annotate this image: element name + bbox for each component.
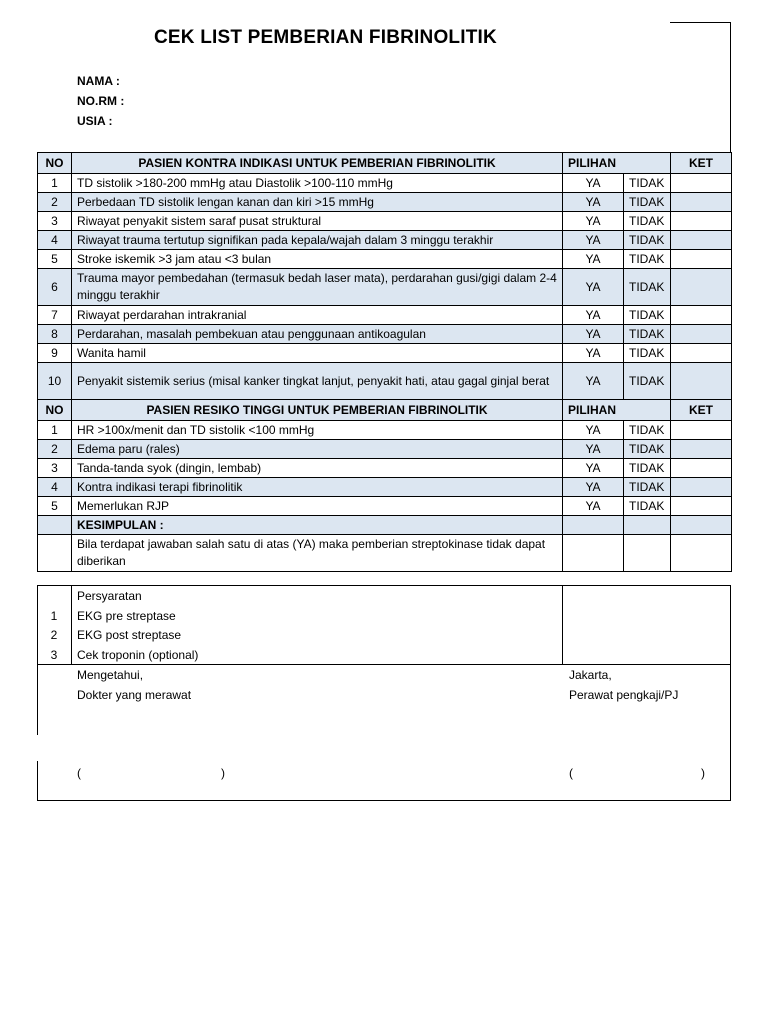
kesimpulan-row xyxy=(38,516,732,535)
option-tidak[interactable]: TIDAK xyxy=(624,421,671,440)
row-description: Edema paru (rales) xyxy=(72,440,563,459)
city-date-label: Jakarta, xyxy=(569,668,612,682)
ket-cell[interactable] xyxy=(671,440,732,459)
persyaratan-title: Persyaratan xyxy=(77,589,142,603)
kesimpulan-text-pilihan-cell-2 xyxy=(624,535,671,572)
table-row xyxy=(38,231,732,250)
nurse-label: Perawat pengkaji/PJ xyxy=(569,688,679,702)
signature-box-left-border xyxy=(37,665,38,800)
option-tidak[interactable]: TIDAK xyxy=(624,193,671,212)
section1-header-pilihan: PILIHAN xyxy=(563,153,671,174)
option-tidak[interactable]: TIDAK xyxy=(624,478,671,497)
patient-age-label: USIA : xyxy=(77,114,113,128)
table-row xyxy=(38,440,732,459)
row-number: 10 xyxy=(38,363,72,400)
medical-record-number-label: NO.RM : xyxy=(77,94,125,108)
option-ya[interactable]: YA xyxy=(563,193,624,212)
row-description: Memerlukan RJP xyxy=(72,497,563,516)
ket-cell[interactable] xyxy=(671,325,732,344)
section1-header-title: PASIEN KONTRA INDIKASI UNTUK PEMBERIAN FIBRINOLITIK xyxy=(72,153,563,174)
table-row xyxy=(38,478,732,497)
kesimpulan-no-cell xyxy=(38,516,72,535)
row-number: 8 xyxy=(38,325,72,344)
option-ya[interactable]: YA xyxy=(563,212,624,231)
option-ya[interactable]: YA xyxy=(563,497,624,516)
option-ya[interactable]: YA xyxy=(563,174,624,193)
option-tidak[interactable]: TIDAK xyxy=(624,363,671,400)
section2-header-pilihan: PILIHAN xyxy=(563,400,671,421)
ket-cell[interactable] xyxy=(671,250,732,269)
row-number: 2 xyxy=(38,193,72,212)
signature-box-bottom-border xyxy=(37,800,731,801)
row-number: 5 xyxy=(38,497,72,516)
row-number: 6 xyxy=(38,269,72,306)
row-description: Perbedaan TD sistolik lengan kanan dan kiri >15 mmHg xyxy=(72,193,563,212)
row-number: 2 xyxy=(38,440,72,459)
row-description: Stroke iskemik >3 jam atau <3 bulan xyxy=(72,250,563,269)
row-description: Tanda-tanda syok (dingin, lembab) xyxy=(72,459,563,478)
row-number: 1 xyxy=(38,174,72,193)
option-ya[interactable]: YA xyxy=(563,344,624,363)
kesimpulan-text-pilihan-cell xyxy=(563,535,624,572)
section2-header-no: NO xyxy=(38,400,72,421)
ket-cell[interactable] xyxy=(671,306,732,325)
kesimpulan-text-row xyxy=(38,535,732,572)
row-number: 1 xyxy=(38,421,72,440)
persyaratan-item-number: 2 xyxy=(50,628,58,642)
table-row xyxy=(38,212,732,231)
doctor-label: Dokter yang merawat xyxy=(77,688,192,702)
ket-cell[interactable] xyxy=(671,363,732,400)
table-row xyxy=(38,344,732,363)
ket-cell[interactable] xyxy=(671,174,732,193)
option-tidak[interactable]: TIDAK xyxy=(624,306,671,325)
section1-header-no: NO xyxy=(38,153,72,174)
persyaratan-item-number: 1 xyxy=(50,609,58,623)
table-row xyxy=(38,193,732,212)
kesimpulan-pilihan-cell xyxy=(563,516,624,535)
persyaratan-item: EKG pre streptase xyxy=(77,609,176,623)
row-description: TD sistolik >180-200 mmHg atau Diastolik >100-110 mmHg xyxy=(72,174,563,193)
row-number: 3 xyxy=(38,212,72,231)
row-description: HR >100x/menit dan TD sistolik <100 mmHg xyxy=(72,421,563,440)
option-ya[interactable]: YA xyxy=(563,440,624,459)
section1-header-ket: KET xyxy=(671,153,732,174)
ket-cell[interactable] xyxy=(671,421,732,440)
option-ya[interactable]: YA xyxy=(563,269,624,306)
table-row xyxy=(38,269,732,306)
kesimpulan-pilihan-cell-2 xyxy=(624,516,671,535)
row-number: 3 xyxy=(38,459,72,478)
table-row xyxy=(38,421,732,440)
row-number: 5 xyxy=(38,250,72,269)
page-corner-right-line xyxy=(730,22,731,152)
kesimpulan-text-ket-cell xyxy=(671,535,732,572)
option-tidak[interactable]: TIDAK xyxy=(624,174,671,193)
option-tidak[interactable]: TIDAK xyxy=(624,497,671,516)
doctor-signature-open-paren: ( xyxy=(77,766,81,780)
kesimpulan-label: KESIMPULAN : xyxy=(72,516,563,535)
table-row xyxy=(38,250,732,269)
ket-cell[interactable] xyxy=(671,459,732,478)
ket-cell[interactable] xyxy=(671,212,732,231)
signature-box-gap xyxy=(36,735,39,761)
option-ya[interactable]: YA xyxy=(563,478,624,497)
ket-cell[interactable] xyxy=(671,497,732,516)
ket-cell[interactable] xyxy=(671,231,732,250)
row-description: Riwayat trauma tertutup signifikan pada kepala/wajah dalam 3 minggu terakhir xyxy=(72,231,563,250)
ket-cell[interactable] xyxy=(671,269,732,306)
patient-name-label: NAMA : xyxy=(77,74,120,88)
persyaratan-item: Cek troponin (optional) xyxy=(77,648,199,662)
table-row xyxy=(38,306,732,325)
section1-header-row xyxy=(38,153,732,174)
row-number: 9 xyxy=(38,344,72,363)
option-ya[interactable]: YA xyxy=(563,325,624,344)
persyaratan-divider-right xyxy=(562,585,563,665)
table-row xyxy=(38,174,732,193)
mengetahui-label: Mengetahui, xyxy=(77,668,144,682)
checklist-table-body xyxy=(38,153,732,572)
row-number: 4 xyxy=(38,231,72,250)
row-description: Riwayat penyakit sistem saraf pusat struktural xyxy=(72,212,563,231)
row-description: Perdarahan, masalah pembekuan atau penggunaan antikoagulan xyxy=(72,325,563,344)
document-title: CEK LIST PEMBERIAN FIBRINOLITIK xyxy=(154,27,497,48)
page-corner-top-line xyxy=(670,22,731,23)
row-description: Kontra indikasi terapi fibrinolitik xyxy=(72,478,563,497)
table-row xyxy=(38,459,732,478)
row-description: Penyakit sistemik serius (misal kanker tingkat lanjut, penyakit hati, atau gagal ginjal berat xyxy=(72,363,563,400)
option-tidak[interactable]: TIDAK xyxy=(624,440,671,459)
persyaratan-item-number: 3 xyxy=(50,648,58,662)
option-tidak[interactable]: TIDAK xyxy=(624,231,671,250)
option-tidak[interactable]: TIDAK xyxy=(624,459,671,478)
option-tidak[interactable]: TIDAK xyxy=(624,250,671,269)
section2-header-title: PASIEN RESIKO TINGGI UNTUK PEMBERIAN FIBRINOLITIK xyxy=(72,400,563,421)
option-tidak[interactable]: TIDAK xyxy=(624,212,671,231)
ket-cell[interactable] xyxy=(671,344,732,363)
row-number: 7 xyxy=(38,306,72,325)
row-number: 4 xyxy=(38,478,72,497)
option-ya[interactable]: YA xyxy=(563,459,624,478)
section2-header-ket: KET xyxy=(671,400,732,421)
nurse-signature-close-paren: ) xyxy=(701,766,705,780)
option-tidak[interactable]: TIDAK xyxy=(624,325,671,344)
persyaratan-item: EKG post streptase xyxy=(77,628,182,642)
option-tidak[interactable]: TIDAK xyxy=(624,269,671,306)
checklist-table xyxy=(37,152,732,572)
option-ya[interactable]: YA xyxy=(563,250,624,269)
option-tidak[interactable]: TIDAK xyxy=(624,344,671,363)
option-ya[interactable]: YA xyxy=(563,231,624,250)
option-ya[interactable]: YA xyxy=(563,363,624,400)
table-row xyxy=(38,363,732,400)
nurse-signature-open-paren: ( xyxy=(569,766,573,780)
table-row xyxy=(38,497,732,516)
section2-header-row xyxy=(38,400,732,421)
signature-box-right-border xyxy=(730,665,731,800)
kesimpulan-ket-cell xyxy=(671,516,732,535)
option-ya[interactable]: YA xyxy=(563,306,624,325)
ket-cell[interactable] xyxy=(671,478,732,497)
kesimpulan-text-no-cell xyxy=(38,535,72,572)
row-description: Wanita hamil xyxy=(72,344,563,363)
row-description: Trauma mayor pembedahan (termasuk bedah laser mata), perdarahan gusi/gigi dalam 2-4 minggu terakhir xyxy=(72,269,563,306)
doctor-signature-close-paren: ) xyxy=(221,766,225,780)
row-description: Riwayat perdarahan intrakranial xyxy=(72,306,563,325)
table-row xyxy=(38,325,732,344)
ket-cell[interactable] xyxy=(671,193,732,212)
option-ya[interactable]: YA xyxy=(563,421,624,440)
kesimpulan-text: Bila terdapat jawaban salah satu di atas (YA) maka pemberian streptokinase tidak dapat diberikan xyxy=(72,535,563,572)
persyaratan-divider-left xyxy=(71,585,72,665)
